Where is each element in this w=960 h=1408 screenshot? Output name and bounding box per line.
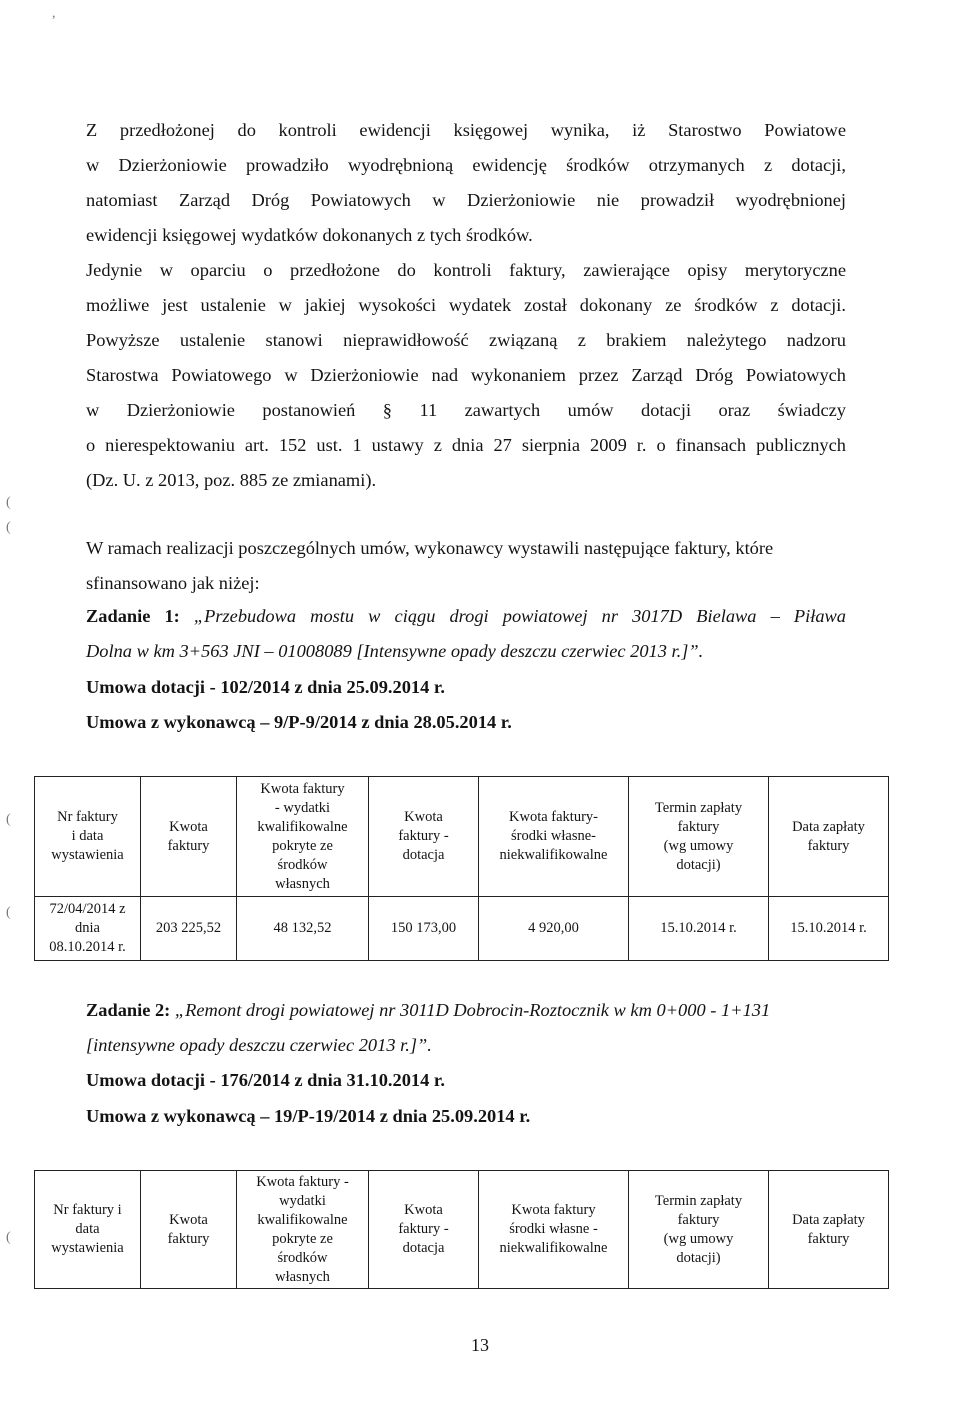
- header-nr-faktury: Nr faktury i data wystawienia: [35, 777, 141, 897]
- table-header-row: [35, 1171, 889, 1289]
- header-data-zaplaty: Data zapłaty faktury: [769, 1171, 889, 1289]
- umowa-wykonawca: Umowa z wykonawcą – 9/P-9/2014 z dnia 28.05.2014 r.: [86, 712, 512, 732]
- zadanie-2-title-cont: [intensywne opady deszczu czerwiec 2013 r.]”.: [86, 1035, 432, 1055]
- table-row: [35, 897, 889, 961]
- cell-kwota: 203 225,52: [141, 897, 237, 961]
- cell-termin: 15.10.2014 r.: [629, 897, 769, 961]
- header-wydatki-wlasne: Kwota faktury - wydatki kwalifikowalne pokryte ze środków własnych: [237, 777, 369, 897]
- header-data-zaplaty: Data zapłaty faktury: [769, 777, 889, 897]
- text-line: o nierespektowaniu art. 152 ust. 1 ustawy z dnia 27 sierpnia 2009 r. o finansach publicznych: [86, 435, 846, 455]
- zadanie-title: „Remont drogi powiatowej nr 3011D Dobrocin-Roztocznik w km 0+000 - 1+131: [174, 1000, 771, 1020]
- zadanie-2-title: [86, 998, 846, 1022]
- text-line: (Dz. U. z 2013, poz. 885 ze zmianami).: [86, 470, 377, 490]
- header-dotacja: Kwota faktury - dotacja: [369, 1171, 479, 1289]
- text-line: natomiast Zarząd Dróg Powiatowych w Dzierżoniowie nie prowadził wyodrębnionej: [86, 190, 846, 210]
- header-kwota-faktury: Kwota faktury: [141, 777, 237, 897]
- scan-mark: (: [6, 1230, 11, 1245]
- header-niekwalifikowalne: Kwota faktury- środki własne- niekwalifikowalne: [479, 777, 629, 897]
- cell-dotacja: 150 173,00: [369, 897, 479, 961]
- scan-mark: (: [6, 812, 11, 827]
- header-kwota-faktury: Kwota faktury: [141, 1171, 237, 1289]
- zadanie-1-title-cont: Dolna w km 3+563 JNI – 01008089 [Intensywne opady deszczu czerwiec 2013 r.]”.: [86, 641, 704, 661]
- cell-nr-faktury: 72/04/2014 z dnia 08.10.2014 r.: [35, 897, 141, 961]
- zadanie-title: „Przebudowa mostu w ciągu drogi powiatowej nr 3017D Bielawa – Piława: [193, 606, 846, 626]
- faktury-table-2: [34, 1170, 889, 1289]
- scan-mark: (: [6, 495, 11, 510]
- umowa-dotacji: Umowa dotacji - 176/2014 z dnia 31.10.2014 r.: [86, 1070, 445, 1090]
- text-line: Powyższe ustalenie stanowi nieprawidłowość związaną z brakiem należytego nadzoru: [86, 330, 846, 350]
- text-line: w Dzierżoniowie prowadziło wyodrębnioną ewidencję środków otrzymanych z dotacji,: [86, 155, 846, 175]
- table-header-row: [35, 777, 889, 897]
- scan-mark: (: [6, 905, 11, 920]
- page-number: 13: [471, 1335, 489, 1355]
- header-dotacja: Kwota faktury - dotacja: [369, 777, 479, 897]
- scan-mark: ,: [52, 6, 56, 21]
- text-line: możliwe jest ustalenie w jakiej wysokości wydatek został dokonany ze środków z dotacji.: [86, 295, 846, 315]
- text-line: Z przedłożonej do kontroli ewidencji księgowej wynika, iż Starostwo Powiatowe: [86, 120, 846, 140]
- text-line: ewidencji księgowej wydatków dokonanych z tych środków.: [86, 225, 533, 245]
- cell-niekwalifikowalne: 4 920,00: [479, 897, 629, 961]
- faktury-table-1: [34, 776, 889, 961]
- umowa-wykonawca: Umowa z wykonawcą – 19/P-19/2014 z dnia 25.09.2014 r.: [86, 1106, 531, 1126]
- header-niekwalifikowalne: Kwota faktury środki własne - niekwalifikowalne: [479, 1171, 629, 1289]
- scan-mark: (: [6, 520, 11, 535]
- text-line: sfinansowano jak niżej:: [86, 573, 260, 593]
- zadanie-1-title: [86, 604, 846, 628]
- text-line: W ramach realizacji poszczególnych umów, wykonawcy wystawili następujące faktury, które: [86, 538, 774, 558]
- zadanie-label: Zadanie 1:: [86, 606, 180, 626]
- text-line: Starostwa Powiatowego w Dzierżoniowie nad wykonaniem przez Zarząd Dróg Powiatowych: [86, 365, 846, 385]
- text-line: w Dzierżoniowie postanowień § 11 zawartych umów dotacji oraz świadczy: [86, 400, 846, 420]
- header-nr-faktury: Nr faktury i data wystawienia: [35, 1171, 141, 1289]
- header-termin-zaplaty: Termin zapłaty faktury (wg umowy dotacji): [629, 777, 769, 897]
- header-termin-zaplaty: Termin zapłaty faktury (wg umowy dotacji): [629, 1171, 769, 1289]
- header-wydatki-wlasne: Kwota faktury - wydatki kwalifikowalne pokryte ze środków własnych: [237, 1171, 369, 1289]
- umowa-dotacji: Umowa dotacji - 102/2014 z dnia 25.09.2014 r.: [86, 677, 445, 697]
- zadanie-label: Zadanie 2:: [86, 1000, 171, 1020]
- text-line: Jedynie w oparciu o przedłożone do kontroli faktury, zawierające opisy merytoryczne: [86, 260, 846, 280]
- cell-data-zaplaty: 15.10.2014 r.: [769, 897, 889, 961]
- cell-wlasne: 48 132,52: [237, 897, 369, 961]
